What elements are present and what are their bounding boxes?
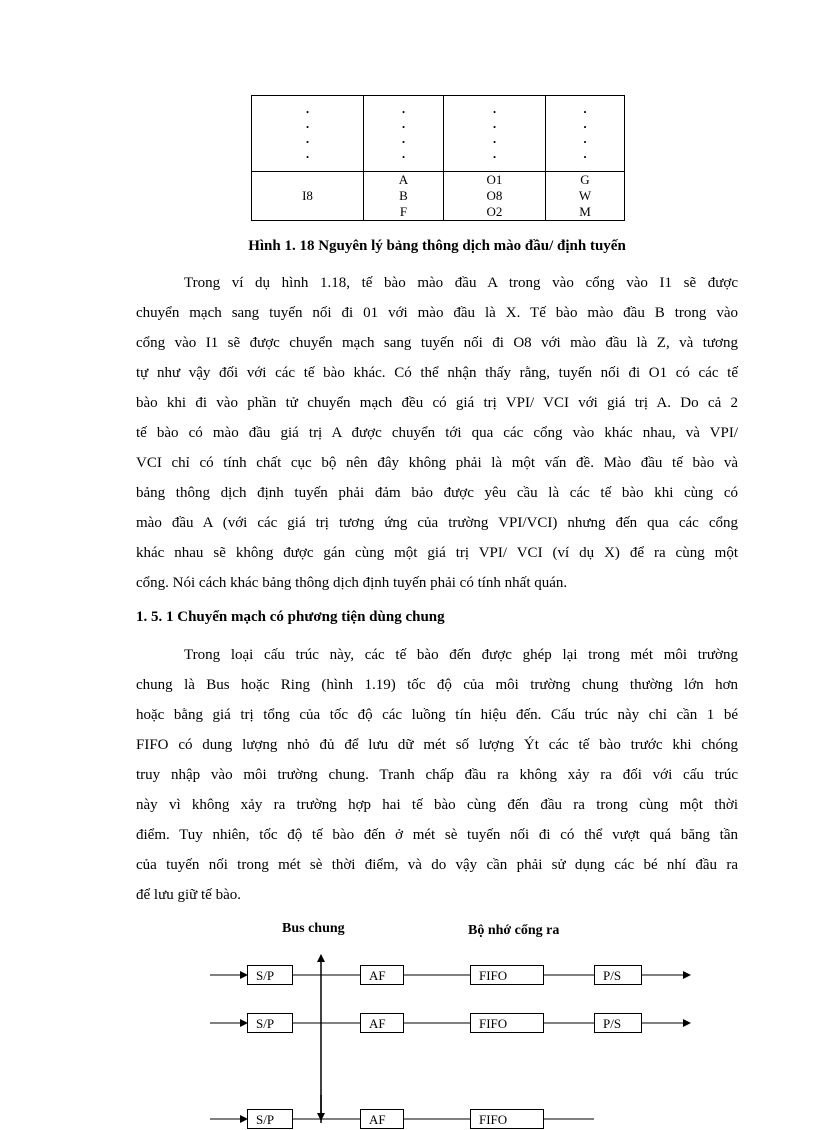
header-value: A — [398, 172, 409, 187]
text-line: chuyển mạch sang tuyến nối đi 01 với mào đầu là X. Tế bào mào đầu B trong vào — [136, 305, 738, 321]
sp-box: S/P — [247, 1013, 293, 1033]
text-line: điểm. Tuy nhiên, tốc độ tế bào đến ở mét sè tuyến nối đi có thể vượt quá băng tần — [136, 827, 738, 843]
af-box: AF — [360, 1109, 404, 1129]
text-line: VCI chỉ có tính chất cục bộ nên đây không phải là một vấn đề. Mào đầu tế bào và — [136, 455, 738, 471]
text-line: FIFO có dung lượng nhỏ đủ để lưu dữ mét số lượng Ýt các tế bào trước khi chóng — [136, 737, 738, 753]
text-line: cổng vào I1 sẽ được chuyển mạch sang tuyến nối đi O8 với mào đầu là Z, và tương — [136, 335, 738, 351]
dot: · — [492, 103, 497, 119]
output-port-cell — [444, 172, 546, 221]
dot: · — [492, 148, 497, 164]
ellipsis-cell — [252, 96, 364, 172]
output-value: O1 — [486, 172, 503, 187]
ps-box: P/S — [594, 1013, 642, 1033]
bus-label: Bus chung — [282, 921, 345, 936]
text-line: này vì không xảy ra trường hợp hai tế bào cùng đến đầu ra trong cùng một thời — [136, 797, 738, 813]
output-value: O8 — [486, 188, 503, 203]
af-box: AF — [360, 1013, 404, 1033]
ellipsis-cell — [444, 96, 546, 172]
input-port-cell: I8 — [252, 172, 364, 221]
text-line: truy nhập vào môi trường chung. Tranh chấp đầu ra không xảy ra đối với cấu trúc — [136, 767, 738, 783]
dot: · — [305, 133, 310, 149]
dot: · — [401, 118, 406, 134]
dot: · — [401, 103, 406, 119]
dot: · — [582, 133, 588, 149]
fifo-box: FIFO — [470, 1013, 544, 1033]
paragraph — [136, 268, 738, 598]
fifo-box: FIFO — [470, 1109, 544, 1129]
text-line: của tuyến nối trong mét sè thời điểm, và do vậy cần phải sử dụng các bé nhí đầu ra — [136, 857, 738, 873]
dot: · — [582, 103, 588, 119]
text-line: cổng. Nói cách khác bảng thông dịch định tuyến phải có tính nhất quán. — [136, 575, 568, 591]
new-header-value: G — [580, 172, 590, 187]
figure-caption: Hình 1. 18 Nguyên lý bảng thông dịch mào đầu/ định tuyến — [248, 238, 626, 254]
text-line: khác nhau sẽ không được gán cùng một giá trị VPI/ VCI (ví dụ X) để ra cùng một — [136, 545, 738, 561]
ellipsis-cell — [546, 96, 625, 172]
paragraph — [136, 640, 738, 910]
dot: · — [305, 103, 310, 119]
ps-box: P/S — [594, 965, 642, 985]
new-header-value: W — [578, 188, 592, 203]
text-line: mào đầu A (với các giá trị tương ứng của trường VPI/VCI) nhưng đến qua các cổng — [136, 515, 738, 531]
sp-box: S/P — [247, 965, 293, 985]
text-line: tự như vậy đối với các tế bào khác. Có thể nhận thấy rằng, tuyến nối đi O1 có các tế — [136, 365, 738, 381]
fifo-box: FIFO — [470, 965, 544, 985]
text-line: hoặc bằng giá trị tổng của tốc độ các luồng tín hiệu đến. Cấu trúc này chỉ cần 1 bé — [136, 707, 738, 723]
text-line: tế bào có mào đầu giá trị A được chuyển tới qua các cổng vào khác nhau, và VPI/ — [136, 425, 738, 441]
dot: · — [492, 133, 497, 149]
section-heading: 1. 5. 1 Chuyển mạch có phương tiện dùng chung — [136, 609, 445, 625]
dot: · — [305, 148, 310, 164]
text-line: bào khi đi vào phần tử chuyển mạch đều có giá trị VPI/ VCI với giá trị A. Do cả 2 — [136, 395, 738, 411]
af-box: AF — [360, 965, 404, 985]
dot: · — [582, 118, 588, 134]
dot: · — [401, 148, 406, 164]
dot: · — [582, 148, 588, 164]
text-line: Trong ví dụ hình 1.18, tế bào mào đầu A trong vào cổng vào I1 sẽ được — [184, 275, 738, 291]
table-row — [252, 172, 625, 221]
new-header-value: M — [579, 204, 591, 219]
header-cell — [364, 172, 444, 221]
header-value: F — [399, 204, 408, 219]
shared-bus-diagram — [200, 915, 720, 1127]
text-line: bảng thông dịch định tuyến phải đảm bảo được yêu cầu là các tế bào khi cùng có — [136, 485, 738, 501]
text-line: chung là Bus hoặc Ring (hình 1.19) tốc độ của môi trường chung thường lớn hơn — [136, 677, 738, 693]
dot: · — [401, 133, 406, 149]
sp-box: S/P — [247, 1109, 293, 1129]
routing-table — [251, 95, 625, 221]
dot: · — [492, 118, 497, 134]
ellipsis-row — [252, 96, 625, 172]
header-value: B — [399, 188, 408, 203]
output-memory-label: Bộ nhớ cổng ra — [468, 923, 560, 938]
output-value: O2 — [486, 204, 503, 219]
dot: · — [305, 118, 310, 134]
text-line: Trong loại cấu trúc này, các tế bào đến được ghép lại trong mét môi trường — [184, 647, 738, 663]
ellipsis-cell — [364, 96, 444, 172]
text-line: để lưu giữ tế bào. — [136, 887, 241, 903]
new-header-cell — [546, 172, 625, 221]
